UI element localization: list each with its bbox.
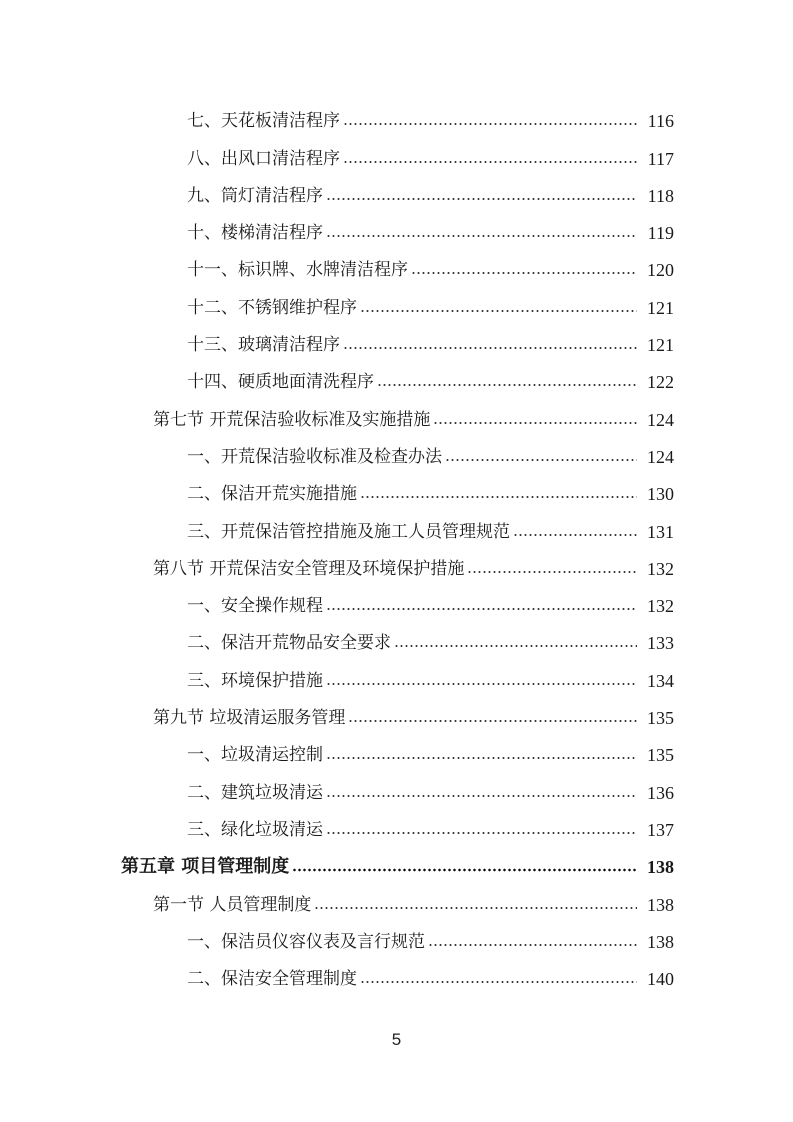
toc-entry-title: 第一节 人员管理制度 [153, 894, 312, 915]
toc-entry[interactable] [0, 587, 793, 624]
toc-entry-title: 一、开荒保洁验收标准及检查办法 [187, 446, 442, 467]
toc-entry-title: 十四、硬质地面清洗程序 [187, 372, 374, 393]
toc-entry-page: 117 [647, 148, 674, 169]
toc-entry-title: 一、保洁员仪容仪表及言行规范 [187, 931, 425, 952]
dot-leader [360, 495, 637, 499]
toc-entry-title: 三、环境保护措施 [187, 670, 323, 691]
toc-entry-title: 十一、标识牌、水牌清洁程序 [187, 260, 408, 281]
toc-entry-page: 133 [647, 633, 674, 654]
toc-entry[interactable] [0, 177, 793, 214]
toc-entry-page: 135 [647, 745, 674, 766]
dot-leader [433, 421, 637, 425]
toc-entry-page: 138 [647, 894, 674, 915]
toc-entry-page: 132 [647, 596, 674, 617]
toc-entry-title: 十三、玻璃清洁程序 [187, 335, 340, 356]
toc-entry-page: 140 [647, 969, 674, 990]
toc-entry-page: 130 [647, 484, 674, 505]
toc-entry-page: 138 [647, 857, 674, 878]
toc-chapter-entry[interactable] [0, 848, 793, 885]
toc-entry[interactable] [0, 251, 793, 288]
table-of-contents [0, 102, 793, 997]
dot-leader [326, 607, 637, 611]
toc-entry-page: 135 [647, 708, 674, 729]
dot-leader [394, 644, 637, 648]
dot-leader [343, 122, 637, 126]
toc-entry[interactable] [0, 102, 793, 139]
toc-entry[interactable] [0, 773, 793, 810]
toc-entry[interactable] [0, 960, 793, 997]
dot-leader [428, 943, 637, 947]
toc-entry[interactable] [0, 624, 793, 661]
dot-leader [360, 309, 637, 313]
dot-leader [445, 458, 637, 462]
toc-entry-page: 131 [647, 521, 674, 542]
dot-leader [326, 682, 637, 686]
toc-entry[interactable] [0, 139, 793, 176]
toc-entry-page: 116 [647, 111, 674, 132]
toc-entry-page: 132 [647, 558, 674, 579]
toc-entry-title: 二、保洁安全管理制度 [187, 969, 357, 990]
toc-entry[interactable] [0, 475, 793, 512]
toc-section-entry[interactable] [0, 550, 793, 587]
toc-entry-title: 第七节 开荒保洁验收标准及实施措施 [153, 409, 431, 430]
toc-entry[interactable] [0, 288, 793, 325]
toc-entry-title: 二、建筑垃圾清运 [187, 782, 323, 803]
dot-leader [343, 346, 637, 350]
toc-entry-title: 第八节 开荒保洁安全管理及环境保护措施 [153, 558, 465, 579]
dot-leader [377, 383, 637, 387]
toc-entry[interactable] [0, 326, 793, 363]
toc-entry-page: 136 [647, 782, 674, 803]
toc-entry[interactable] [0, 512, 793, 549]
dot-leader [343, 160, 637, 164]
dot-leader [326, 756, 637, 760]
toc-entry-page: 124 [647, 446, 674, 467]
toc-entry[interactable] [0, 811, 793, 848]
toc-entry-title: 一、安全操作规程 [187, 596, 323, 617]
toc-entry-title: 一、垃圾清运控制 [187, 745, 323, 766]
toc-entry-page: 124 [647, 409, 674, 430]
toc-entry[interactable] [0, 214, 793, 251]
toc-entry-page: 120 [647, 260, 674, 281]
toc-entry-page: 121 [647, 335, 674, 356]
toc-section-entry[interactable] [0, 400, 793, 437]
toc-entry-page: 138 [647, 931, 674, 952]
dot-leader [292, 868, 637, 872]
toc-entry-page: 137 [647, 819, 674, 840]
dot-leader [326, 234, 637, 238]
dot-leader [326, 831, 637, 835]
toc-section-entry[interactable] [0, 885, 793, 922]
toc-entry-title: 三、开荒保洁管控措施及施工人员管理规范 [187, 521, 510, 542]
dot-leader [513, 533, 637, 537]
toc-entry-page: 122 [647, 372, 674, 393]
toc-entry-title: 八、出风口清洁程序 [187, 148, 340, 169]
toc-entry-page: 134 [647, 670, 674, 691]
dot-leader [411, 271, 637, 275]
toc-section-entry[interactable] [0, 699, 793, 736]
toc-entry-title: 二、保洁开荒物品安全要求 [187, 633, 391, 654]
dot-leader [326, 794, 637, 798]
toc-entry[interactable] [0, 923, 793, 960]
toc-entry[interactable] [0, 438, 793, 475]
toc-entry-title: 十、楼梯清洁程序 [187, 223, 323, 244]
toc-entry-title: 第九节 垃圾清运服务管理 [153, 708, 346, 729]
dot-leader [348, 719, 637, 723]
toc-entry-page: 118 [647, 185, 674, 206]
toc-entry-page: 121 [647, 297, 674, 318]
page-number: 5 [391, 1030, 402, 1049]
toc-entry-title: 二、保洁开荒实施措施 [187, 484, 357, 505]
toc-entry[interactable] [0, 363, 793, 400]
toc-entry-title: 九、筒灯清洁程序 [187, 185, 323, 206]
dot-leader [360, 980, 637, 984]
toc-entry-title: 十二、不锈钢维护程序 [187, 297, 357, 318]
toc-entry-title: 第五章 项目管理制度 [121, 856, 290, 878]
dot-leader [467, 570, 637, 574]
toc-entry-title: 三、绿化垃圾清运 [187, 819, 323, 840]
toc-entry[interactable] [0, 661, 793, 698]
dot-leader [314, 906, 637, 910]
toc-entry[interactable] [0, 736, 793, 773]
toc-entry-page: 119 [647, 223, 674, 244]
dot-leader [326, 197, 637, 201]
toc-entry-title: 七、天花板清洁程序 [187, 111, 340, 132]
